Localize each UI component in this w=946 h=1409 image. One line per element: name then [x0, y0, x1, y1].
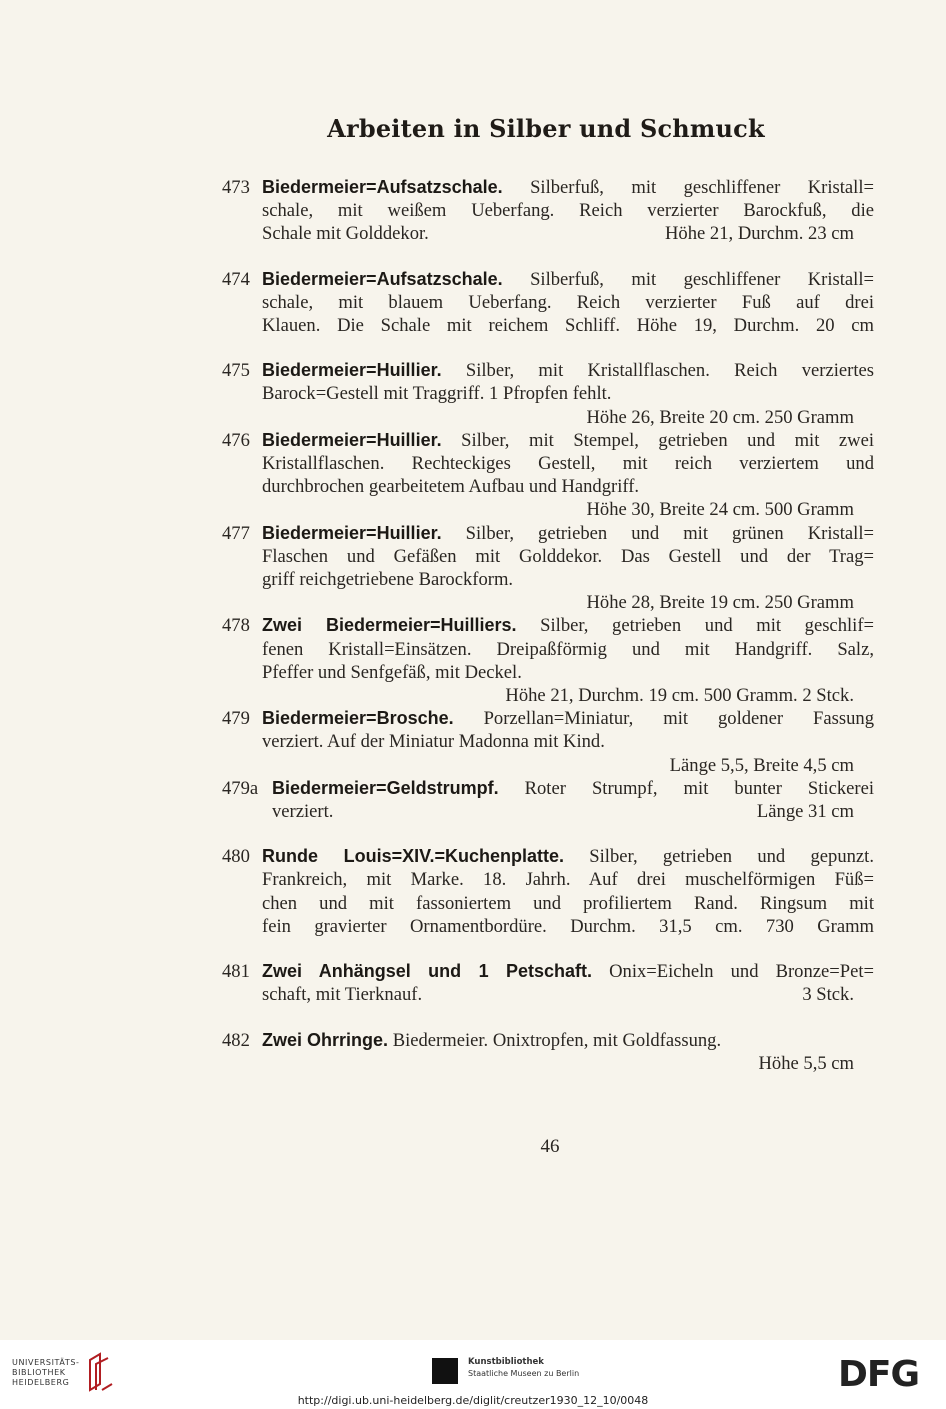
entry-text: schale, mit weißem Ueberfang. Reich verzierter Barockfuß, die — [262, 200, 874, 222]
entry-text: Silberfuß, mit geschliffener Kristall= — [530, 268, 874, 290]
kunstbibliothek-logo-icon — [432, 1358, 458, 1384]
entry-text: Silber, getrieben und mit grünen Kristall= — [465, 522, 874, 544]
entry-number: 479 — [222, 708, 250, 730]
entry-measure: Länge 31 cm — [756, 801, 854, 823]
university-logo-icon — [86, 1352, 116, 1392]
entry-title: Biedermeier=Huillier. — [262, 429, 442, 450]
entry-measure: Höhe 21, Durchm. 19 cm. 500 Gramm. 2 Stck. — [505, 685, 854, 707]
entry-number: 480 — [222, 846, 250, 868]
entry-text: chen und mit fassoniertem und profiliertem Rand. Ringsum mit — [262, 892, 874, 914]
entry-title: Biedermeier=Aufsatzschale. — [262, 268, 503, 289]
entry-text: Schale mit Golddekor. — [262, 223, 429, 245]
catalog-entry — [222, 614, 874, 707]
entry-number: 481 — [222, 961, 250, 983]
entry-measure: Höhe 28, Breite 19 cm. 250 Gramm — [586, 592, 854, 614]
dfg-logo: DFG — [838, 1354, 920, 1395]
entry-text: Silber, mit Kristallflaschen. Reich verziertes — [465, 360, 874, 382]
entry-number: 473 — [222, 177, 250, 198]
entry-text: Onix=Eicheln und Bronze=Pet= — [609, 961, 874, 983]
entry-measure: 3 Stck. — [802, 984, 854, 1006]
entry-number: 474 — [222, 268, 250, 290]
entry-title: Biedermeier=Huillier. — [262, 360, 442, 381]
entry-text: Barock=Gestell mit Traggriff. 1 Pfropfen fehlt. — [262, 383, 612, 405]
entry-title: Runde Louis=XIV.=Kuchenplatte. — [262, 846, 565, 867]
kunstbibliothek-text: Kunstbibliothek Staatliche Museen zu Berlin — [468, 1357, 580, 1378]
entry-text: Biedermeier. Onixtropfen, mit Goldfassung. — [392, 1029, 722, 1051]
entry-measure: Höhe 5,5 cm — [758, 1052, 854, 1074]
entry-text: schale, mit blauem Ueberfang. Reich verzierter Fuß auf drei — [262, 291, 874, 313]
catalog-entry — [222, 429, 874, 522]
entry-title: Biedermeier=Geldstrumpf. — [272, 777, 499, 798]
entry-text: Roter Strumpf, mit bunter Stickerei — [524, 777, 874, 799]
entry-text: Frankreich, mit Marke. 18. Jahrh. Auf drei muschelförmigen Füß= — [262, 869, 874, 891]
entry-measure: Höhe 26, Breite 20 cm. 250 Gramm — [586, 406, 854, 428]
catalog-entry — [222, 268, 874, 338]
entry-title: Zwei Biedermeier=Huilliers. — [262, 615, 517, 636]
catalog-entry — [222, 359, 874, 429]
entry-measure: Höhe 21, Durchm. 23 cm — [665, 223, 854, 245]
catalog-entry — [222, 176, 874, 246]
entry-text: Kristallflaschen. Rechteckiges Gestell, mit reich verziertem und — [262, 453, 874, 475]
entry-text: Klauen. Die Schale mit reichem Schliff. Höhe 19, Durchm. 20 cm — [262, 315, 874, 337]
entry-number: 478 — [222, 615, 250, 637]
entry-text: durchbrochen gearbeitetem Aufbau und Handgriff. — [262, 476, 640, 498]
entry-number: 482 — [222, 1029, 250, 1051]
university-library-text: UNIVERSITÄTS- BIBLIOTHEK HEIDELBERG — [12, 1358, 80, 1387]
catalog-entry — [222, 777, 874, 823]
entry-text: Pfeffer und Senfgefäß, mit Deckel. — [262, 661, 522, 683]
entry-text: verziert. Auf der Miniatur Madonna mit Kind. — [262, 731, 605, 753]
entry-text: Silberfuß, mit geschliffener Kristall= — [530, 177, 874, 198]
entry-number: 476 — [222, 429, 250, 451]
entry-measure: Höhe 30, Breite 24 cm. 500 Gramm — [586, 499, 854, 521]
entry-number: 477 — [222, 522, 250, 544]
page-heading: Arbeiten in Silber und Schmuck — [327, 114, 765, 143]
catalog-entry — [222, 1029, 874, 1075]
catalog-entry — [222, 522, 874, 615]
catalog-entry — [222, 845, 874, 938]
entry-title: Biedermeier=Huillier. — [262, 522, 442, 543]
entry-title: Zwei Anhängsel und 1 Petschaft. — [262, 961, 593, 982]
entry-text: verziert. — [272, 801, 334, 823]
entry-measure: Länge 5,5, Breite 4,5 cm — [669, 754, 854, 776]
entry-text: Silber, getrieben und gepunzt. — [589, 846, 874, 868]
entry-title: Biedermeier=Brosche. — [262, 708, 454, 729]
entry-text: fenen Kristall=Einsätzen. Dreipaßförmig und mit Handgriff. Salz, — [262, 638, 874, 660]
entry-text: Silber, getrieben und mit geschlif= — [540, 615, 874, 637]
page-number: 46 — [540, 1136, 560, 1157]
entry-title: Biedermeier=Aufsatzschale. — [262, 177, 503, 197]
entry-number: 475 — [222, 360, 250, 382]
entry-text: fein gravierter Ornamentbordüre. Durchm. 31,5 cm. 730 Gramm — [262, 915, 874, 937]
footer-bar — [0, 1340, 946, 1409]
entry-text: schaft, mit Tierknauf. — [262, 984, 423, 1006]
entry-text: griff reichgetriebene Barockform. — [262, 569, 514, 591]
entry-title: Zwei Ohrringe. — [262, 1029, 389, 1050]
catalog-entries — [222, 176, 874, 1074]
entry-text: Porzellan=Miniatur, mit goldener Fassung — [483, 708, 874, 730]
entry-text: Silber, mit Stempel, getrieben und mit zwei — [461, 429, 874, 451]
source-url[interactable]: http://digi.ub.uni-heidelberg.de/diglit/creutzer1930_12_10/0048 — [297, 1394, 649, 1407]
catalog-entry — [222, 960, 874, 1006]
catalog-entry — [222, 707, 874, 777]
entry-text: Flaschen und Gefäßen mit Golddekor. Das Gestell und der Trag= — [262, 545, 874, 567]
entry-number: 479a — [222, 777, 259, 799]
